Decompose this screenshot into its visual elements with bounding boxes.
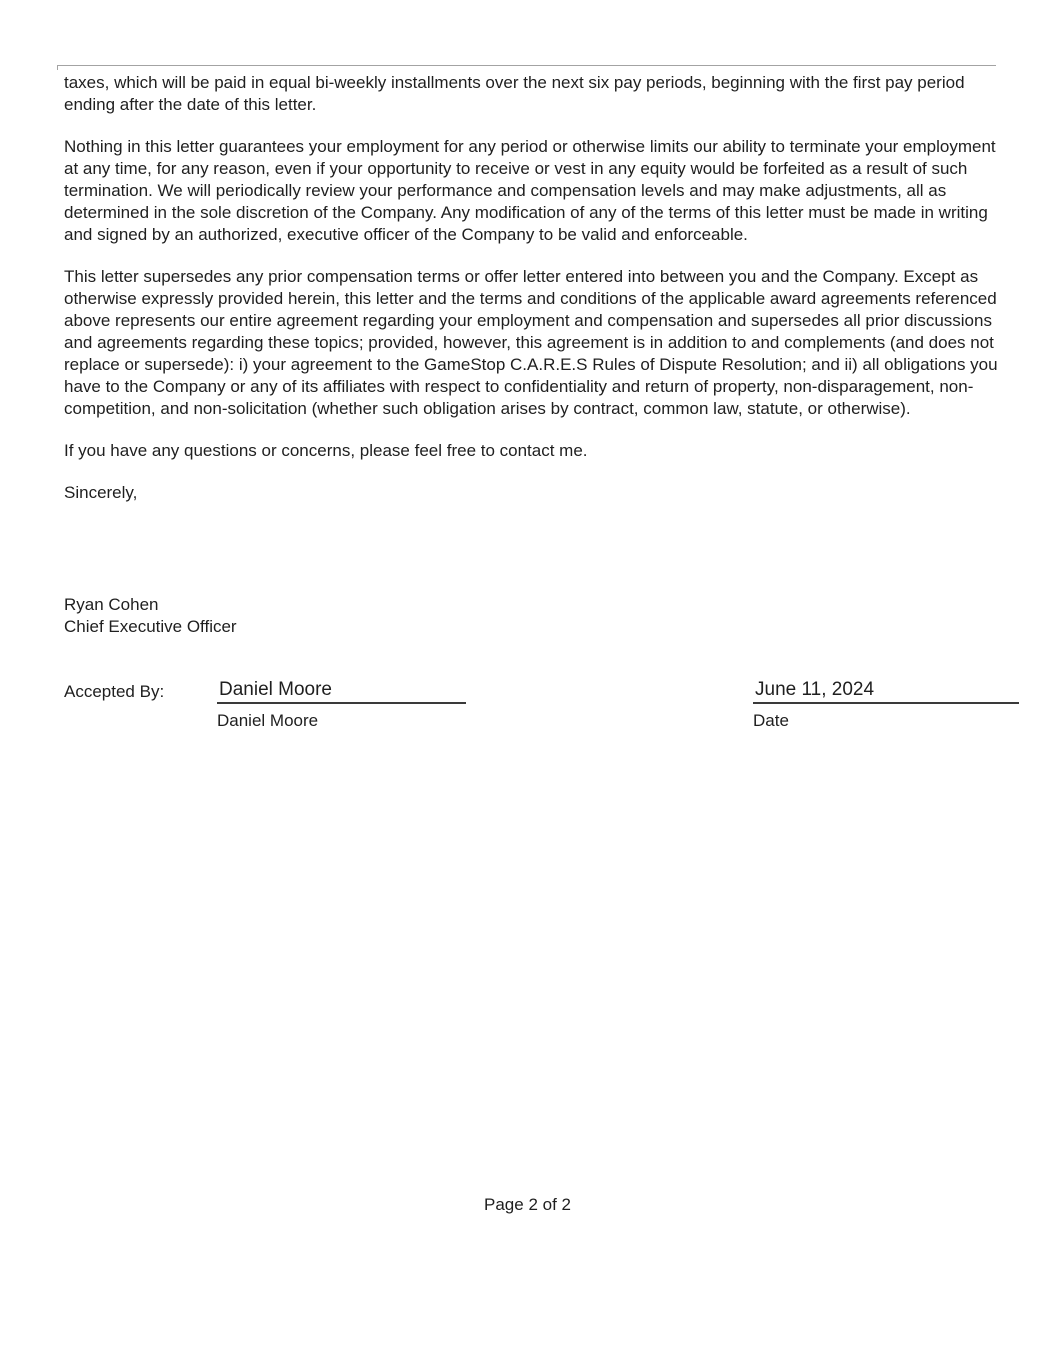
- date-label: Date: [753, 711, 789, 730]
- page-top-rule: [57, 65, 996, 66]
- page-number: Page 2 of 2: [484, 1195, 571, 1214]
- signature-field[interactable]: Daniel Moore: [217, 678, 466, 704]
- paragraph-at-will-employment: Nothing in this letter guarantees your employment for any period or otherwise limits our ability to terminate your employment at any time, for any reason, even if your opportunity to receive or vest in any equity would be forfeited as a result of such termination. We will periodically review your performance and compensation levels and may make adjustments, all as determined in the sole discretion of the Company. Any modification of any of the terms of this letter must be made in writing and signed by an authorized, executive officer of the Company to be valid and enforceable.: [64, 137, 996, 244]
- date-field[interactable]: June 11, 2024: [753, 678, 1019, 704]
- paragraph-questions: If you have any questions or concerns, please feel free to contact me.: [64, 441, 588, 460]
- signer-block: [64, 594, 1004, 638]
- signer-title: Chief Executive Officer: [64, 617, 237, 636]
- closing-salutation: Sincerely,: [64, 483, 138, 502]
- signer-name: Ryan Cohen: [64, 595, 159, 614]
- signature-printed-name: Daniel Moore: [217, 711, 319, 730]
- letter-body: [64, 72, 1004, 732]
- accepted-by-label: Accepted By:: [64, 682, 165, 701]
- signature-block: [217, 678, 466, 732]
- acceptance-section: [64, 678, 1004, 732]
- date-block: [753, 678, 1019, 732]
- paragraph-entire-agreement: This letter supersedes any prior compensation terms or offer letter entered into between you and the Company. Except as otherwise expressly provided herein, this letter and the terms and conditions of the applicable award agreements referenced above represents our entire agreement regarding your employment and compensation and supersedes all prior discussions and agreements regarding these topics; provided, however, this agreement is in addition to and complements (and does not replace or supersede): i) your agreement to the GameStop C.A.R.E.S Rules of Dispute Resolution; and ii) all obligations you have to the Company or any of its affiliates with respect to confidentiality and return of property, non-disparagement, non-competition, and non-solicitation (whether such obligation arises by contract, common law, statute, or otherwise).: [64, 267, 998, 418]
- paragraph-installments: taxes, which will be paid in equal bi-weekly installments over the next six pay periods, beginning with the first pay period ending after the date of this letter.: [64, 73, 965, 114]
